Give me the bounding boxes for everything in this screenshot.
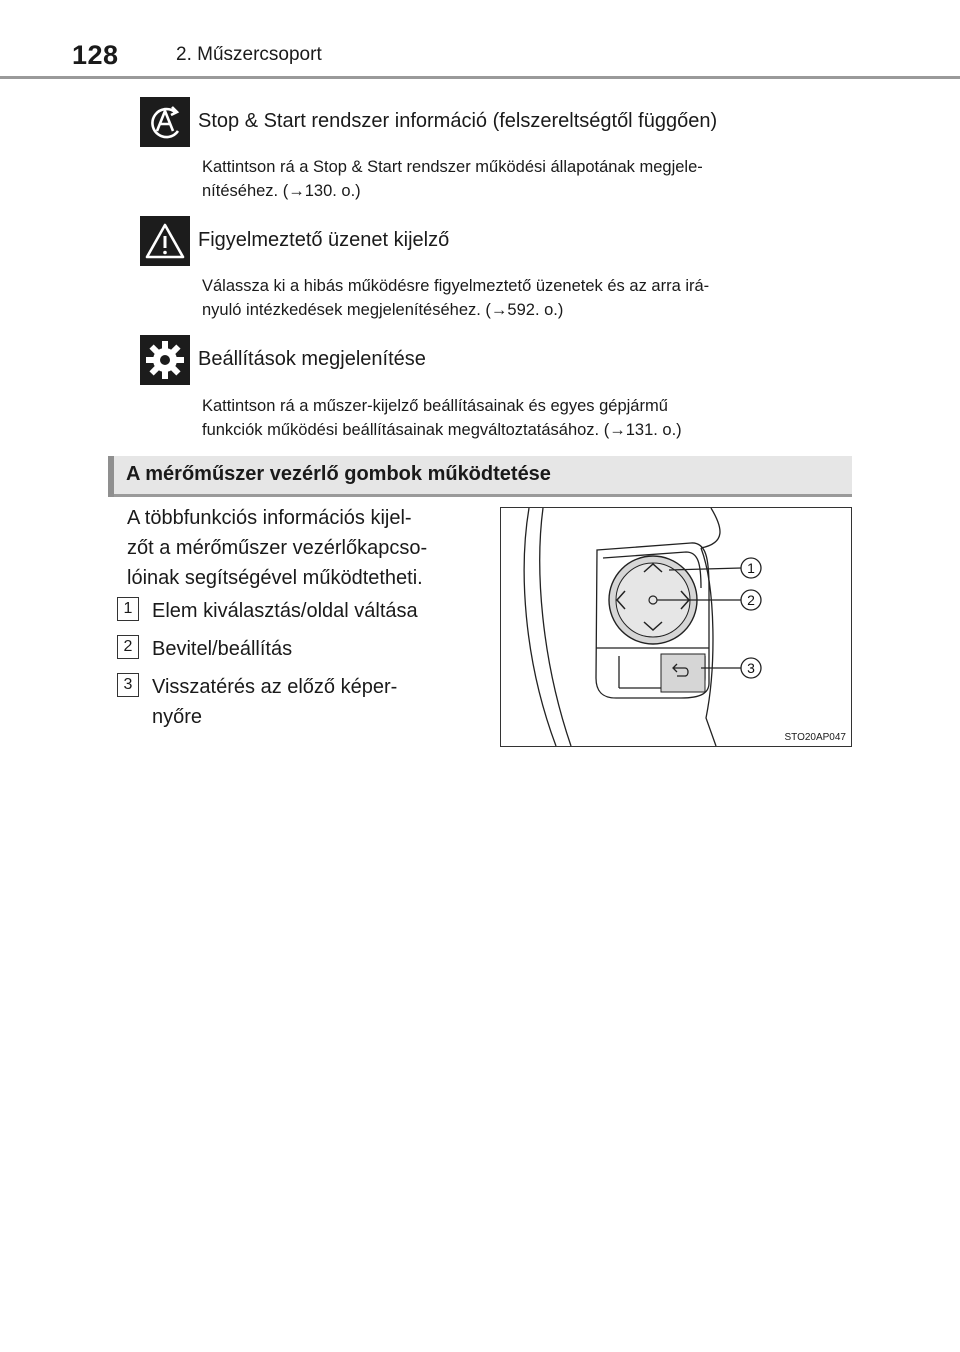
header-divider [0,76,960,79]
chapter-title: 2. Műszercsoport [176,44,322,65]
item-desc-settings [202,394,846,442]
list-number-badge: 3 [117,673,139,697]
list-item-label-line: Visszatérés az előző képer- [152,676,398,698]
intro-line: A többfunkciós információs kijel- [127,507,412,529]
list-number-badge: 1 [117,597,139,621]
item-desc-stop-start [202,155,846,203]
item-title-stop-start: Stop & Start rendszer információ (felszereltségtől függően) [198,110,718,132]
list-number-badge: 2 [117,635,139,659]
item-title-settings: Beállítások megjelenítése [198,348,426,370]
callout-3: 3 [747,660,755,676]
warning-icon [140,216,190,266]
intro-line: lóinak segítségével működtetheti. [127,567,423,589]
section-title: A mérőműszer vezérlő gombok működtetése [126,463,551,485]
page-header [0,0,960,80]
section-header [108,456,852,497]
steering-switch-illustration [500,507,852,747]
intro-paragraph [127,503,475,593]
gear-icon [140,335,190,385]
item-title-warning: Figyelmeztető üzenet kijelző [198,229,450,251]
item-desc-warning [202,274,846,322]
list-item-label: Bevitel/beállítás [152,638,293,660]
list-item-label-line: nyőre [152,706,203,728]
page-number: 128 [72,40,119,70]
desc-line: Kattintson rá a Stop & Start rendszer működési állapotának megjele- [202,158,703,176]
list-item-label: Elem kiválasztás/oldal váltása [152,600,418,622]
stop-start-icon [140,97,190,147]
desc-line: Válassza ki a hibás működésre figyelmeztető üzenetek és az arra irá- [202,277,710,295]
list-item-label [152,672,482,732]
section-header-accent [108,456,114,497]
desc-line: funkciók működési beállításainak megváltoztatásához. (→131. o.) [202,421,682,439]
callout-1: 1 [747,560,755,576]
intro-line: zőt a mérőműszer vezérlőkapcso- [127,537,428,559]
desc-line: nítéséhez. (→130. o.) [202,182,361,200]
callout-2: 2 [747,592,755,608]
desc-line: Kattintson rá a műszer-kijelző beállításainak és egyes gépjármű [202,397,668,415]
desc-line: nyuló intézkedések megjelenítéséhez. (→592. o.) [202,301,564,319]
figure-caption: STO20AP047 [784,732,846,743]
